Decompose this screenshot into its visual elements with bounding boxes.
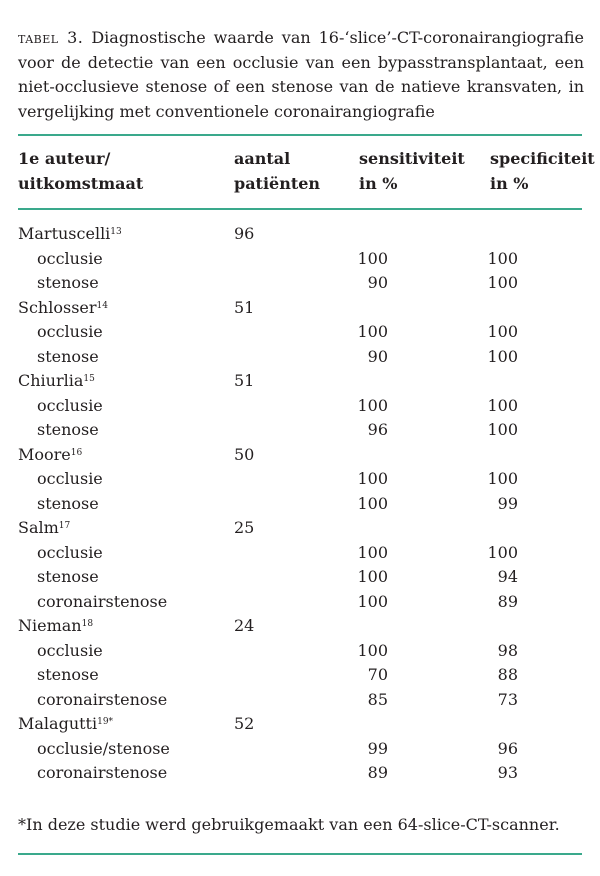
specificity-value: 88	[497, 665, 518, 684]
row-label	[37, 663, 99, 688]
row-label	[18, 369, 95, 394]
patient-count: 51	[234, 297, 255, 317]
table-row-outcome	[0, 565, 600, 590]
row-label-text: occlusie	[37, 395, 103, 415]
patient-count: 24	[234, 616, 255, 635]
specificity-value: 73	[497, 689, 518, 709]
table-row-outcome	[0, 247, 600, 272]
row-label-text: Chiurlia	[18, 371, 84, 390]
sensitivity-value: 100	[357, 591, 388, 611]
table-row-outcome	[0, 639, 600, 664]
row-label	[37, 271, 99, 296]
row-label-text: stenose	[37, 493, 99, 513]
row-label-text: stenose	[37, 420, 99, 439]
header-author	[18, 147, 143, 196]
patient-count: 51	[234, 371, 255, 390]
specificity-value: 100	[487, 395, 518, 415]
row-label-text: Martuscelli	[18, 224, 111, 243]
table-row-outcome	[0, 663, 600, 688]
sensitivity-value: 100	[357, 248, 388, 268]
header-sensitivity-line1: sensitiviteit	[359, 149, 465, 168]
sensitivity-value: 89	[367, 763, 388, 782]
row-label	[18, 222, 122, 247]
table-row-study	[0, 443, 600, 468]
sensitivity-value: 100	[357, 493, 388, 513]
row-label-text: Nieman	[18, 616, 82, 635]
row-label	[18, 443, 82, 468]
table-row-outcome	[0, 688, 600, 713]
table-row-study	[0, 296, 600, 321]
sensitivity-value: 85	[367, 689, 388, 709]
row-label-text: occlusie	[37, 322, 103, 341]
table-row-outcome	[0, 761, 600, 786]
row-label	[37, 467, 103, 492]
header-sensitivity	[359, 147, 465, 196]
reference-marker: 15	[83, 374, 95, 384]
reference-marker: 13	[110, 227, 122, 237]
specificity-value: 100	[487, 322, 518, 341]
row-label-text: stenose	[37, 665, 99, 684]
table-caption	[18, 26, 584, 124]
header-specificity	[490, 147, 595, 196]
patient-count: 50	[234, 444, 255, 464]
row-label	[37, 761, 167, 786]
specificity-value: 94	[497, 567, 518, 586]
patient-count: 52	[234, 714, 255, 733]
specificity-value: 99	[497, 493, 518, 513]
header-count-line2: patiënten	[234, 173, 321, 193]
header-count	[234, 147, 320, 196]
sensitivity-value: 100	[357, 322, 388, 341]
row-label	[37, 492, 99, 517]
patient-count: 96	[234, 224, 255, 243]
row-label-text: Moore	[18, 444, 71, 464]
row-label-text: coronairstenose	[37, 689, 168, 709]
specificity-value: 100	[487, 273, 518, 292]
table-row-outcome	[0, 320, 600, 345]
row-label	[37, 541, 103, 566]
table-row-outcome	[0, 590, 600, 615]
table-row-study	[0, 614, 600, 639]
reference-marker: 18	[81, 619, 94, 629]
table-row-outcome	[0, 345, 600, 370]
row-label	[37, 394, 103, 419]
specificity-value: 100	[487, 420, 518, 439]
sensitivity-value: 100	[357, 567, 388, 586]
table-row-outcome	[0, 271, 600, 296]
row-label-text: coronairstenose	[37, 591, 168, 611]
sensitivity-value: 100	[357, 640, 388, 660]
sensitivity-value: 90	[367, 346, 388, 366]
sensitivity-value: 100	[357, 542, 388, 562]
header-author-line2: uitkomstmaat	[18, 173, 144, 193]
row-label	[37, 345, 99, 370]
row-label	[37, 590, 167, 615]
row-label	[18, 712, 113, 737]
row-label-text: occlusie	[37, 469, 103, 488]
specificity-value: 96	[497, 738, 518, 758]
specificity-value: 100	[487, 469, 518, 488]
row-label	[37, 688, 167, 713]
row-label	[18, 296, 108, 321]
top-rule	[18, 134, 582, 136]
header-specificity-line2: in %	[490, 173, 529, 193]
caption-text: Diagnostische waarde van 16-‘slice’-CT-coronairangiografie voor de detectie van een occlusie van een bypasstransplantaat, een niet-occlusieve stenose of een stenose van de natieve kransvaten, in vergelijking met conventionele coronairangiografie	[18, 28, 584, 121]
table-row-outcome	[0, 467, 600, 492]
row-label-text: Schlosser	[18, 297, 97, 317]
specificity-value: 100	[487, 346, 518, 366]
row-label	[37, 737, 170, 762]
row-label	[37, 565, 99, 590]
table-row-study	[0, 516, 600, 541]
specificity-value: 89	[497, 591, 518, 611]
header-sensitivity-line2: in %	[359, 173, 398, 193]
specificity-value: 98	[497, 640, 518, 660]
footnote: *In deze studie werd gebruikgemaakt van een 64-slice-CT-scanner.	[18, 815, 560, 834]
row-label	[18, 614, 93, 639]
row-label-text: stenose	[37, 273, 99, 292]
table-label: tabel 3.	[18, 28, 84, 47]
sensitivity-value: 100	[357, 469, 388, 488]
header-author-line1: 1e auteur/	[18, 149, 111, 168]
row-label-text: occlusie	[37, 640, 103, 660]
sensitivity-value: 99	[367, 738, 388, 758]
header-specificity-line1: specificiteit	[490, 149, 595, 168]
row-label	[37, 247, 103, 272]
row-label-text: Malagutti	[18, 714, 98, 733]
row-label	[37, 639, 103, 664]
sensitivity-value: 90	[367, 273, 388, 292]
row-label-text: occlusie/stenose	[37, 738, 170, 758]
sensitivity-value: 96	[367, 420, 388, 439]
row-label-text: occlusie	[37, 248, 103, 268]
header-count-line1: aantal	[234, 149, 291, 168]
reference-marker: 19*	[97, 717, 114, 727]
specificity-value: 93	[497, 763, 518, 782]
table-row-outcome	[0, 541, 600, 566]
row-label-text: Salm	[18, 518, 59, 537]
table-row-outcome	[0, 394, 600, 419]
row-label-text: coronairstenose	[37, 763, 168, 782]
table-row-study	[0, 222, 600, 247]
specificity-value: 100	[487, 542, 518, 562]
bottom-rule	[18, 853, 582, 855]
row-label	[18, 516, 70, 541]
row-label-text: stenose	[37, 346, 99, 366]
row-label-text: occlusie	[37, 542, 103, 562]
table-row-outcome	[0, 737, 600, 762]
header-rule	[18, 208, 582, 210]
reference-marker: 14	[96, 300, 108, 311]
table-body	[0, 222, 600, 786]
table-row-outcome	[0, 492, 600, 517]
reference-marker: 16	[70, 447, 83, 458]
table-row-study	[0, 712, 600, 737]
sensitivity-value: 70	[367, 665, 388, 684]
row-label-text: stenose	[37, 567, 99, 586]
row-label	[37, 320, 103, 345]
reference-marker: 17	[58, 521, 71, 531]
patient-count: 25	[234, 518, 255, 537]
specificity-value: 100	[487, 248, 518, 268]
table-row-outcome	[0, 418, 600, 443]
table-row-study	[0, 369, 600, 394]
sensitivity-value: 100	[357, 395, 388, 415]
row-label	[37, 418, 99, 443]
